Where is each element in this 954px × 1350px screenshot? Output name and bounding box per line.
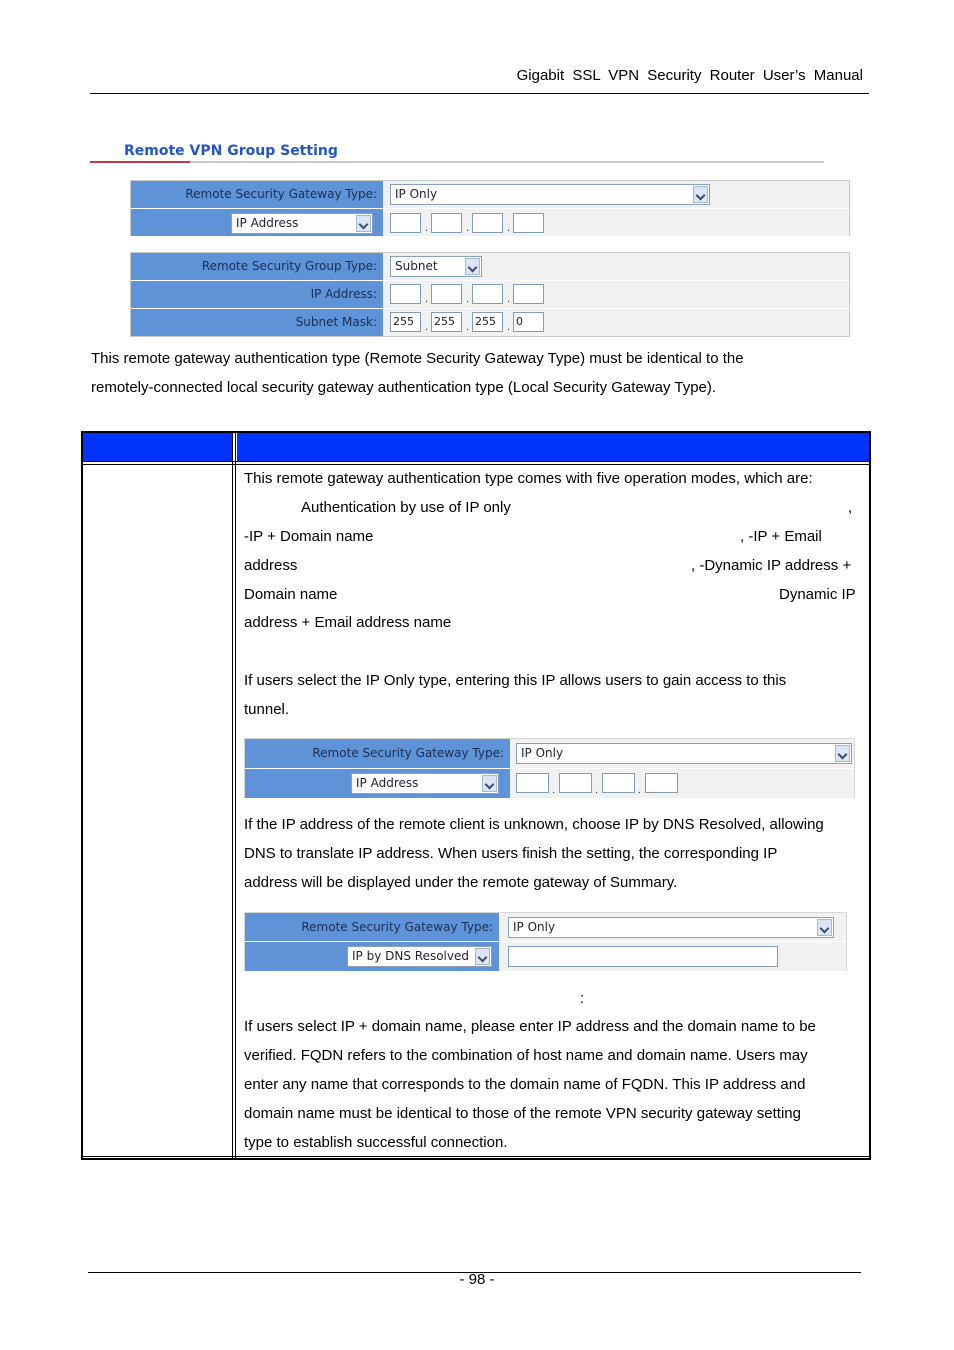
- domain-text-2: verified. FQDN refers to the combination of host name and domain name. Users may: [244, 1047, 808, 1064]
- chevron-down-icon[interactable]: [835, 745, 850, 762]
- shot1-address-type-select[interactable]: [351, 773, 499, 794]
- shot1-ip-octet-2[interactable]: [559, 773, 592, 793]
- group-type-label: Remote Security Group Type:: [131, 253, 383, 280]
- gateway-type-label: Remote Security Gateway Type:: [131, 181, 383, 208]
- manual-header-title: Gigabit SSL VPN Security Router User’s Manual: [516, 67, 863, 84]
- subnet-mask-octet-1[interactable]: 255: [390, 312, 421, 332]
- mode-ip-email-cont: address: [244, 557, 298, 574]
- group-ip-octet-3[interactable]: [472, 284, 503, 304]
- shot2-address-type-value: IP by DNS Resolved: [352, 949, 469, 963]
- domain-section-colon: :: [580, 990, 585, 1007]
- gateway-type-value: IP Only: [395, 187, 438, 201]
- gateway-ip-octet-4[interactable]: [513, 213, 544, 233]
- group-type-panel: [130, 252, 850, 337]
- group-ip-label: IP Address:: [131, 281, 383, 308]
- group-type-value: Subnet: [395, 259, 438, 273]
- shot2-gateway-type-value: IP Only: [513, 920, 556, 934]
- gateway-type-select[interactable]: [390, 184, 710, 205]
- intro-line-1: This remote gateway authentication type (Remote Security Gateway Type) must be identical to the: [91, 350, 744, 367]
- domain-text-4: domain name must be identical to those of the remote VPN security gateway setting: [244, 1105, 801, 1122]
- table-header-right: [237, 433, 869, 461]
- gateway-ip-octet-3[interactable]: [472, 213, 503, 233]
- group-ip-row: IP Address: . . .: [131, 281, 849, 308]
- mode-dynamic-domain: , -Dynamic IP address +: [691, 557, 852, 574]
- mode-separator: ,: [848, 499, 853, 516]
- shot1-gateway-type-value: IP Only: [521, 746, 564, 760]
- dns-text-1: If the IP address of the remote client is unknown, choose IP by DNS Resolved, allowing: [244, 816, 824, 833]
- gateway-ip-octet-2[interactable]: [431, 213, 462, 233]
- shot1-ip-octet-1[interactable]: [516, 773, 549, 793]
- shot2-gateway-type-label: Remote Security Gateway Type:: [245, 913, 499, 941]
- group-ip-octet-2[interactable]: [431, 284, 462, 304]
- shot2-gateway-type-select[interactable]: [508, 917, 834, 938]
- mode-dynamic-email-cont: address + Email address name: [244, 614, 452, 631]
- address-type-select[interactable]: [231, 213, 373, 234]
- address-row: IP Address . . .: [131, 209, 849, 236]
- shot1-ip-octet-3[interactable]: [602, 773, 635, 793]
- dns-resolved-screenshot: [244, 912, 847, 971]
- domain-text-3: enter any name that corresponds to the domain name of FQDN. This IP address and: [244, 1076, 806, 1093]
- chevron-down-icon[interactable]: [693, 186, 708, 203]
- gateway-type-row: [131, 181, 849, 208]
- domain-text-5: type to establish successful connection.: [244, 1134, 508, 1151]
- subnet-mask-octet-2[interactable]: 255: [431, 312, 462, 332]
- subnet-mask-octet-4[interactable]: 0: [513, 312, 544, 332]
- dns-text-2: DNS to translate IP address. When users finish the setting, the corresponding IP: [244, 845, 778, 862]
- panel-title-accent: [90, 161, 190, 163]
- subnet-mask-label: Subnet Mask:: [131, 309, 383, 336]
- domain-text-1: If users select IP + domain name, please enter IP address and the domain name to be: [244, 1018, 816, 1035]
- shot1-gateway-type-select[interactable]: [516, 743, 852, 764]
- mode-ip-email: , -IP + Email: [740, 528, 822, 545]
- shot1-gateway-type-label: Remote Security Gateway Type:: [245, 739, 510, 768]
- table-header-left: [83, 433, 232, 461]
- dns-hostname-input[interactable]: [508, 946, 778, 967]
- shot2-address-type-select[interactable]: [347, 946, 492, 967]
- chevron-down-icon[interactable]: [482, 775, 497, 792]
- mode-dynamic-email: Dynamic IP: [779, 586, 856, 603]
- shot1-address-type-value: IP Address: [356, 776, 419, 790]
- chevron-down-icon[interactable]: [475, 948, 490, 965]
- chevron-down-icon[interactable]: [356, 215, 371, 232]
- panel-title-rule: [90, 161, 824, 163]
- mode-dynamic-domain-cont: Domain name: [244, 586, 338, 603]
- gateway-type-panel: [130, 180, 850, 236]
- group-ip-octet-4[interactable]: [513, 284, 544, 304]
- group-type-row: [131, 253, 849, 280]
- dns-text-3: address will be displayed under the remote gateway of Summary.: [244, 874, 678, 891]
- header-rule: [90, 93, 869, 94]
- ip-only-text-1: If users select the IP Only type, entering this IP allows users to gain access to this: [244, 672, 787, 689]
- shot1-ip-octet-4[interactable]: [645, 773, 678, 793]
- group-ip-octet-1[interactable]: [390, 284, 421, 304]
- ip-only-text-2: tunnel.: [244, 701, 290, 718]
- ip-only-screenshot: Remote Security Gateway Type: IP Only IP Address . . .: [244, 738, 855, 798]
- intro-line-2: remotely-connected local security gateway authentication type (Local Security Gateway Type).: [91, 379, 717, 396]
- subnet-mask-row: Subnet Mask: 255 . 255 . 255 . 0: [131, 309, 849, 336]
- page-number: - 98 -: [459, 1271, 495, 1288]
- modes-intro: This remote gateway authentication type comes with five operation modes, which are:: [244, 470, 813, 487]
- mode-ip-only: Authentication by use of IP only: [301, 499, 511, 516]
- chevron-down-icon[interactable]: [817, 919, 832, 936]
- chevron-down-icon[interactable]: [465, 258, 480, 275]
- gateway-ip-octet-1[interactable]: [390, 213, 421, 233]
- subnet-mask-octet-3[interactable]: 255: [472, 312, 503, 332]
- mode-ip-domain: -IP + Domain name: [244, 528, 374, 545]
- address-type-value: IP Address: [236, 216, 299, 230]
- group-type-select[interactable]: [390, 256, 482, 277]
- panel-title: Remote VPN Group Setting: [124, 143, 338, 159]
